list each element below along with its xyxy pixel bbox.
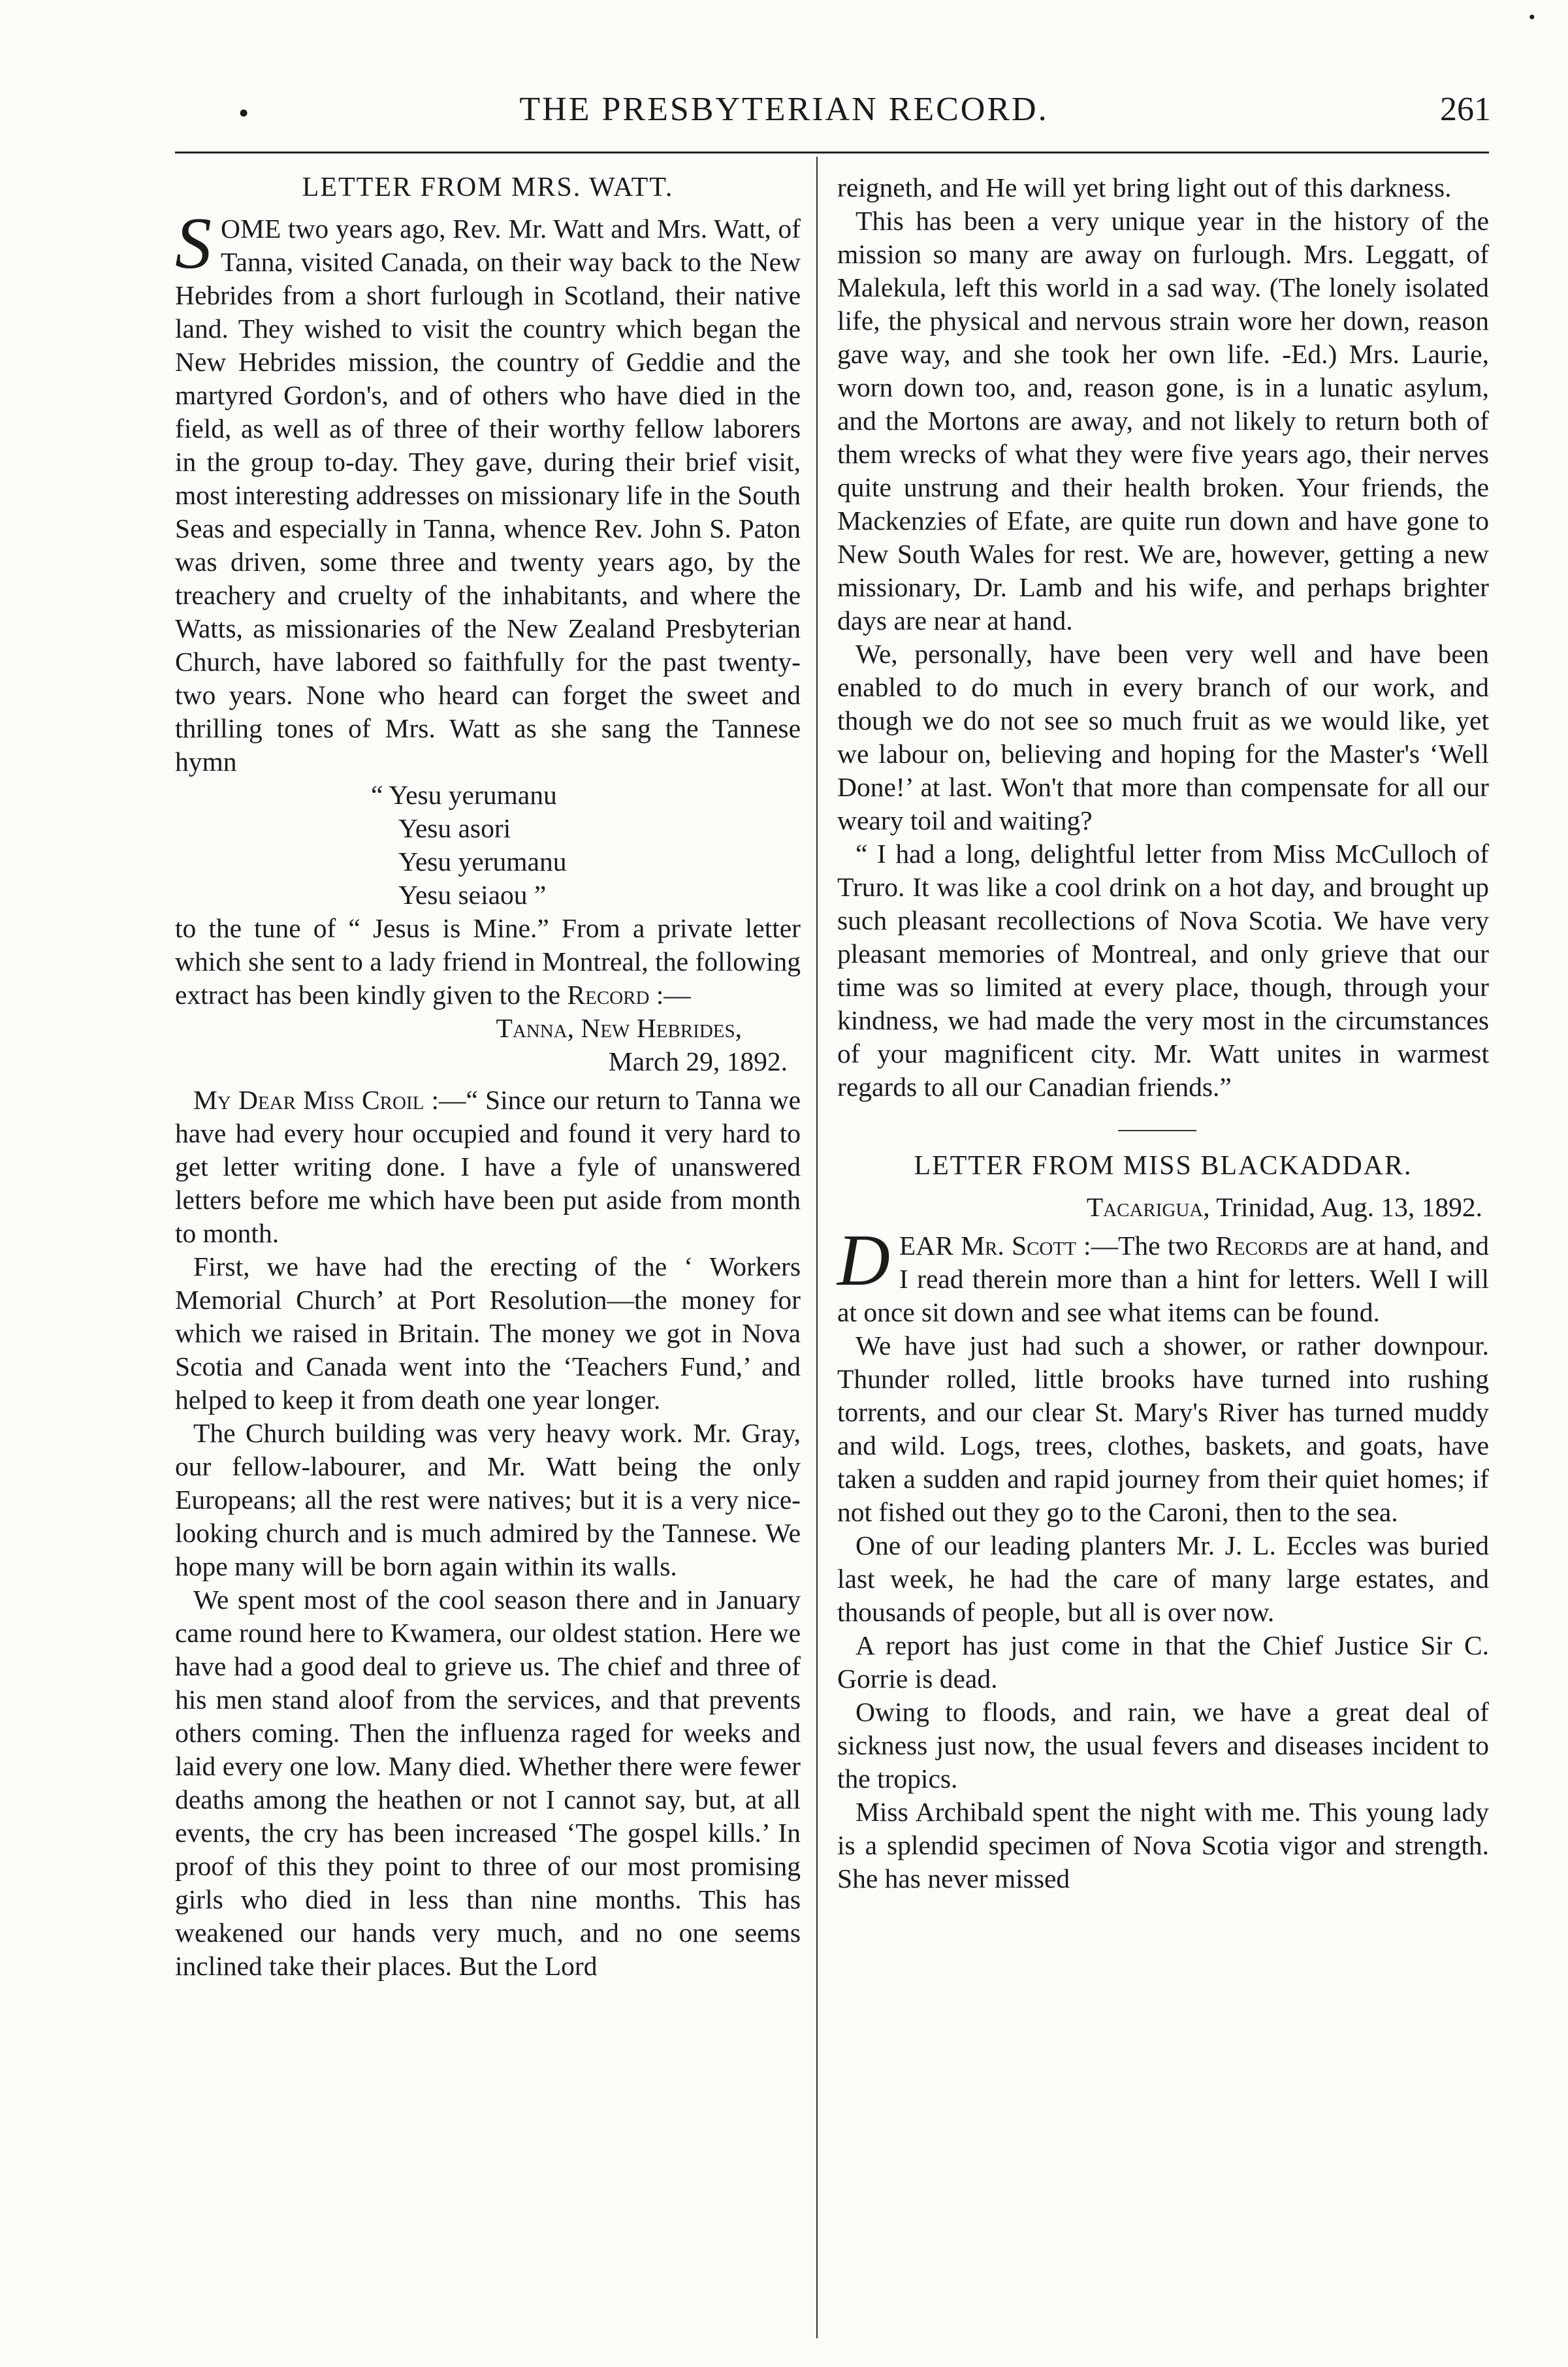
- paragraph-text: :—The two: [1076, 1231, 1216, 1261]
- paragraph: Miss Archibald spent the night with me. This young lady is a splendid specimen of Nova Scotia vigor and strength. She has never missed: [837, 1797, 1489, 1893]
- running-header: [0, 7, 1568, 137]
- letter-date: March 29, 1892.: [608, 1046, 788, 1076]
- paragraph: This has been a very unique year in the history of the mission so many are away on furlough. Mrs. Leggatt, of Malekula, left this world in a sad way. (The lonely isolated life, the physical and nervous strain wore her down, reason gave way, and she took her own life. -Ed.) Mrs. Laurie, worn down too, and, reason gone, is in a lunatic asylum, and the Mortons are away, and not likely to return both of them wrecks of what they were five years ago, their nerves quite unstrung and their health broken. Your friends, the Mackenzies of Efate, are quite run down and have gone to New South Wales for rest. We are, however, getting a new missionary, Dr. Lamb and his wife, and perhaps brighter days are near at hand.: [837, 206, 1489, 636]
- paragraph: Owing to floods, and rain, we have a great deal of sickness just now, the usual fevers and diseases incident to the tropics.: [837, 1697, 1489, 1794]
- paragraph: [175, 203, 801, 779]
- header-bullet: •: [238, 96, 249, 129]
- hymn-line: Yesu asori: [398, 813, 511, 843]
- paragraph: One of our leading planters Mr. J. L. Eccles was buried last week, he had the care of many large estates, and thousands of people, but all is over now.: [837, 1530, 1489, 1627]
- paragraph: [837, 1220, 1489, 1329]
- hymn-line: Yesu yerumanu: [398, 846, 567, 877]
- paragraph: [175, 912, 801, 1012]
- paragraph: First, we have had the erecting of the ‘ Workers Memorial Church’ at Port Resolution—the money for which we raised in Britain. The money we got in Nova Scotia and Canada went into the ‘Teachers Fund,’ and helped to keep it from death one year longer.: [175, 1251, 801, 1415]
- drop-cap: S: [175, 203, 212, 284]
- section-separator: [837, 1104, 1489, 1150]
- salutation: EAR Mr. Scott: [899, 1231, 1076, 1261]
- dateline: [837, 1191, 1489, 1224]
- paragraph: [175, 1084, 801, 1250]
- paragraph: We, personally, have been very well and have been enabled to do much in every branch of our work, and though we do not see so much fruit as we would like, yet we labour on, believing and hoping for the Master's ‘Well Done!’ at last. Won't that more than compensate for all our weary toil and waiting?: [837, 639, 1489, 835]
- hymn-line: Yesu seiaou ”: [398, 880, 547, 910]
- article-heading-blackaddar: LETTER FROM MISS BLACKADDAR.: [914, 1151, 1413, 1181]
- paragraph: We spent most of the cool season there and in January came round here to Kwamera, our oldest station. Here we have had a good deal to grieve us. The chief and three of his men stand aloof from the services, and that prevents others coming. Then the influenza raged for weeks and laid every one low. Many died. Whether there were fewer deaths among the heathen or not I cannot say, but, at all events, the cry has been increased ‘The gospel kills.’ In proof of this they point to three of our most promising girls who died in less than nine months. This has weakened our hands very much, and no one seems inclined take their places. But the Lord: [175, 1585, 801, 1981]
- paragraph: A report has just come in that the Chief Justice Sir C. Gorrie is dead.: [837, 1630, 1489, 1694]
- paragraph-text: to the tune of “ Jesus is Mine.” From a private letter which she sent to a lady friend in Montreal, the following extract has been kindly given to the: [175, 913, 801, 1010]
- paragraph-text: OME two years ago, Rev. Mr. Watt and Mrs. Watt, of Tanna, visited Canada, on their way back to the New Hebrides from a short furlough in Scotland, their native land. They wished to visit the country which began the New Hebrides mission, the country of Geddie and the martyred Gordon's, and of others who have died in the field, as well as of three of their worthy fellow laborers in the group to-day. They gave, during their brief visit, most interesting addresses on missionary life in the South Seas and especially in Tanna, whence Rev. John S. Paton was driven, some three and twenty years ago, by the treachery and cruelty of the inhabitants, and where the Watts, as missionaries of the New Zealand Presbyterian Church, have labored so faithfully for the past twenty-two years. None who heard can forget the sweet and thrilling tones of Mrs. Watt as she sang the Tannese hymn: [175, 214, 801, 777]
- place-text: Tanna, New Hebrides,: [496, 1013, 742, 1043]
- paragraph: “ I had a long, delightful letter from Miss McCulloch of Truro. It was like a cool drink on a hot day, and brought up such pleasant recollections of Nova Scotia. We have very pleasant memories of Montreal, and only grieve that our time was so limited at every place, though, through your kindness, we had made the very most in the circumstances of your magnificent city. Mr. Watt unites in warmest regards to all our Canadian friends.”: [837, 839, 1489, 1102]
- letter-place: [175, 1012, 801, 1045]
- page-number: 261: [1440, 91, 1491, 128]
- paragraph-text: :—: [649, 980, 691, 1010]
- left-column: [175, 171, 801, 1983]
- records-smallcaps: Records: [1215, 1231, 1309, 1261]
- dateline-place: Tacarigua: [1086, 1192, 1204, 1222]
- separator-rule: [1118, 1130, 1196, 1131]
- hymn-line: “ Yesu yerumanu: [371, 780, 557, 810]
- edge-mark: •: [1528, 7, 1535, 28]
- paragraph-text: are at hand, and I read therein more than a hint for letters. Well I will at once sit down and see what items can be found.: [837, 1231, 1489, 1327]
- journal-title: THE PRESBYTERIAN RECORD.: [519, 91, 1049, 128]
- header-rule: [175, 152, 1489, 153]
- drop-cap: D: [837, 1220, 890, 1301]
- right-column: [837, 171, 1489, 1895]
- hymn-verse: [175, 779, 801, 912]
- article-heading-watt: LETTER FROM MRS. WATT.: [302, 172, 674, 202]
- paragraph: reigneth, and He will yet bring light out of this darkness.: [837, 172, 1452, 202]
- dateline-rest: , Trinidad, Aug. 13, 1892.: [1203, 1192, 1482, 1222]
- column-divider: [816, 157, 818, 2338]
- salutation: My Dear Miss Croil: [193, 1085, 424, 1115]
- record-smallcaps: Record: [567, 980, 650, 1010]
- paragraph: The Church building was very heavy work. Mr. Gray, our fellow-labourer, and Mr. Watt being the only Europeans; all the rest were natives; but it is a very nice-looking church and is much admired by the Tannese. We hope many will be born again within its walls.: [175, 1418, 801, 1581]
- paragraph: We have just had such a shower, or rather downpour. Thunder rolled, little brooks have turned into rushing torrents, and our clear St. Mary's River has turned muddy and wild. Logs, trees, clothes, baskets, and goats, have taken a sudden and rapid journey from their quiet homes; if not fished out they go to the Caroni, then to the sea.: [837, 1330, 1489, 1527]
- paragraph-text: :—“ Since our return to Tanna we have had every hour occupied and found it very hard to get letter writing done. I have a fyle of unanswered letters before me which have been put aside from month to month.: [175, 1085, 801, 1248]
